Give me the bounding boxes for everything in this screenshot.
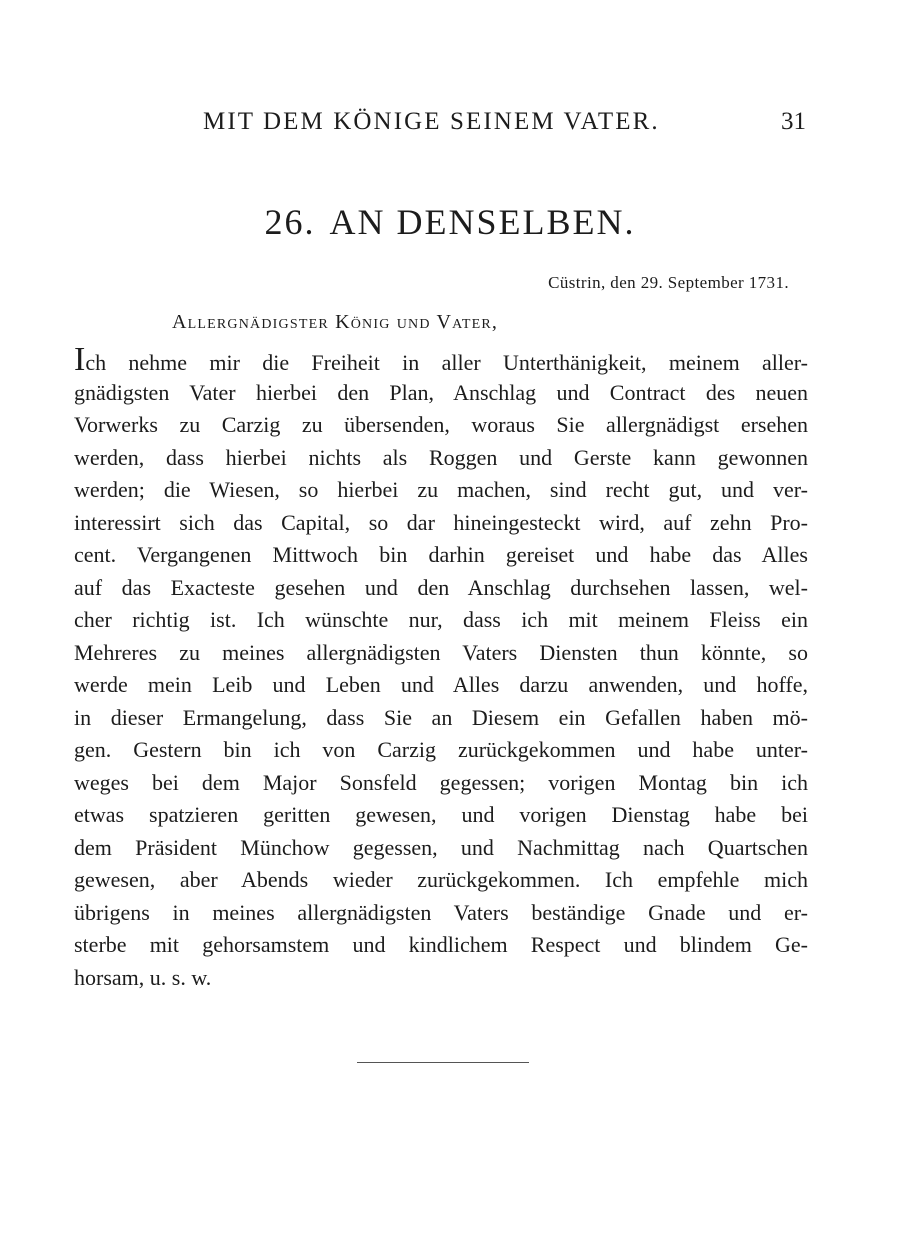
body-line: cher richtig ist. Ich wünschte nur, dass ich mit meinem Fleiss ein: [74, 607, 808, 632]
body-line: werden, dass hierbei nichts als Roggen und Gerste kann gewonnen: [74, 444, 808, 470]
body-line: Vorwerks zu Carzig zu übersenden, woraus Sie allergnädigst ersehen: [74, 412, 808, 437]
body-line: etwas spatzieren geritten gewesen, und vorigen Dienstag habe bei: [74, 802, 808, 827]
dateline: Cüstrin, den 29. September 1731.: [548, 273, 789, 292]
body-line: auf das Exacteste gesehen und den Anschlag durchsehen lassen, wel-: [74, 574, 808, 600]
letter-heading: [0, 201, 900, 243]
body-line: dem Präsident Münchow gegessen, und Nachmittag nach Quartschen: [74, 834, 808, 860]
salutation: Allergnädigster König und Vater,: [172, 311, 499, 333]
running-head: [0, 108, 900, 138]
body-line: interessirt sich das Capital, so dar hineingesteckt wird, auf zehn Pro-: [74, 509, 808, 535]
page-number: 31: [781, 108, 806, 135]
body-line: in dieser Ermangelung, dass Sie an Diesem ein Gefallen haben mö-: [74, 704, 808, 730]
letter-body: [74, 341, 808, 994]
end-rule: [357, 1062, 529, 1063]
drop-initial: I: [74, 341, 86, 378]
body-line: cent. Vergangenen Mittwoch bin darhin gereiset und habe das Alles: [74, 542, 808, 567]
body-line: werde mein Leib und Leben und Alles darzu anwenden, und hoffe,: [74, 672, 808, 697]
body-line: werden; die Wiesen, so hierbei zu machen, sind recht gut, und ver-: [74, 477, 808, 502]
body-line: gewesen, aber Abends wieder zurückgekommen. Ich empfehle mich: [74, 867, 808, 892]
running-title: MIT DEM KÖNIGE SEINEM VATER.: [203, 108, 660, 135]
body-line: Mehreres zu meines allergnädigsten Vaters Diensten thun könnte, so: [74, 639, 808, 665]
body-line: übrigens in meines allergnädigsten Vaters beständige Gnade und er-: [74, 899, 808, 925]
body-line: sterbe mit gehorsamstem und kindlichem Respect und blindem Ge-: [74, 932, 808, 957]
body-line: Ich nehme mir die Freiheit in aller Unterthänigkeit, meinem aller-: [74, 341, 808, 378]
body-line: gen. Gestern bin ich von Carzig zurückgekommen und habe unter-: [74, 737, 808, 762]
letter-title: AN DENSELBEN.: [329, 202, 636, 242]
body-line: weges bei dem Major Sonsfeld gegessen; vorigen Montag bin ich: [74, 769, 808, 795]
body-line: horsam, u. s. w.: [74, 964, 212, 990]
body-line: gnädigsten Vater hierbei den Plan, Anschlag und Contract des neuen: [74, 379, 808, 405]
letter-number: 26.: [264, 202, 316, 242]
